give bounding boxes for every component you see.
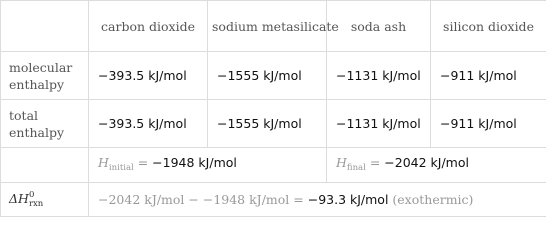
cell-molecular-silicon-dioxide: −911 kJ/mol	[431, 52, 546, 100]
reaction-expression: −2042 kJ/mol − −1948 kJ/mol =	[98, 192, 308, 207]
cell-total-silicon-dioxide: −911 kJ/mol	[431, 100, 546, 148]
cell-total-carbon-dioxide: −393.5 kJ/mol	[89, 100, 208, 148]
delta-h-symbol: ΔH	[9, 191, 29, 207]
row-total-enthalpy	[1, 100, 546, 148]
h-final-symbol: H	[336, 154, 347, 170]
column-header-carbon-dioxide: carbon dioxide	[89, 1, 208, 52]
row-label-molecular-enthalpy: molecular enthalpy	[1, 52, 89, 100]
delta-h-superscript: 0	[28, 189, 35, 200]
reaction-enthalpy-cell	[89, 183, 546, 217]
column-header-soda-ash: soda ash	[327, 1, 431, 52]
cell-total-sodium-metasilicate: −1555 kJ/mol	[208, 100, 327, 148]
h-final-subscript: final	[346, 162, 366, 173]
reaction-enthalpy-symbol-cell	[1, 183, 89, 217]
reaction-note: (exothermic)	[388, 192, 474, 207]
h-initial-symbol: H	[98, 154, 109, 170]
cell-molecular-carbon-dioxide: −393.5 kJ/mol	[89, 52, 208, 100]
empty-label-cell	[1, 148, 89, 183]
h-initial-subscript: initial	[108, 162, 134, 173]
reaction-result: −93.3 kJ/mol	[307, 192, 389, 207]
column-header-silicon-dioxide: silicon dioxide	[431, 1, 546, 52]
row-label-total-enthalpy: total enthalpy	[1, 100, 89, 148]
cell-molecular-soda-ash: −1131 kJ/mol	[327, 52, 431, 100]
h-initial-value: −1948 kJ/mol	[152, 154, 237, 170]
delta-h-scripts	[29, 191, 43, 209]
corner-cell	[1, 1, 89, 52]
column-header-sodium-metasilicate: sodium metasilicate	[208, 1, 327, 52]
h-initial-equals: =	[133, 154, 153, 170]
row-molecular-enthalpy	[1, 52, 546, 100]
cell-molecular-sodium-metasilicate: −1555 kJ/mol	[208, 52, 327, 100]
row-initial-final	[1, 148, 546, 183]
final-enthalpy-cell	[327, 148, 546, 183]
delta-h-subscript: rxn	[28, 198, 44, 209]
h-final-equals: =	[365, 154, 385, 170]
cell-total-soda-ash: −1131 kJ/mol	[327, 100, 431, 148]
row-reaction-enthalpy	[1, 183, 546, 217]
header-row	[1, 1, 546, 52]
h-final-value: −2042 kJ/mol	[384, 154, 469, 170]
initial-enthalpy-cell	[89, 148, 327, 183]
